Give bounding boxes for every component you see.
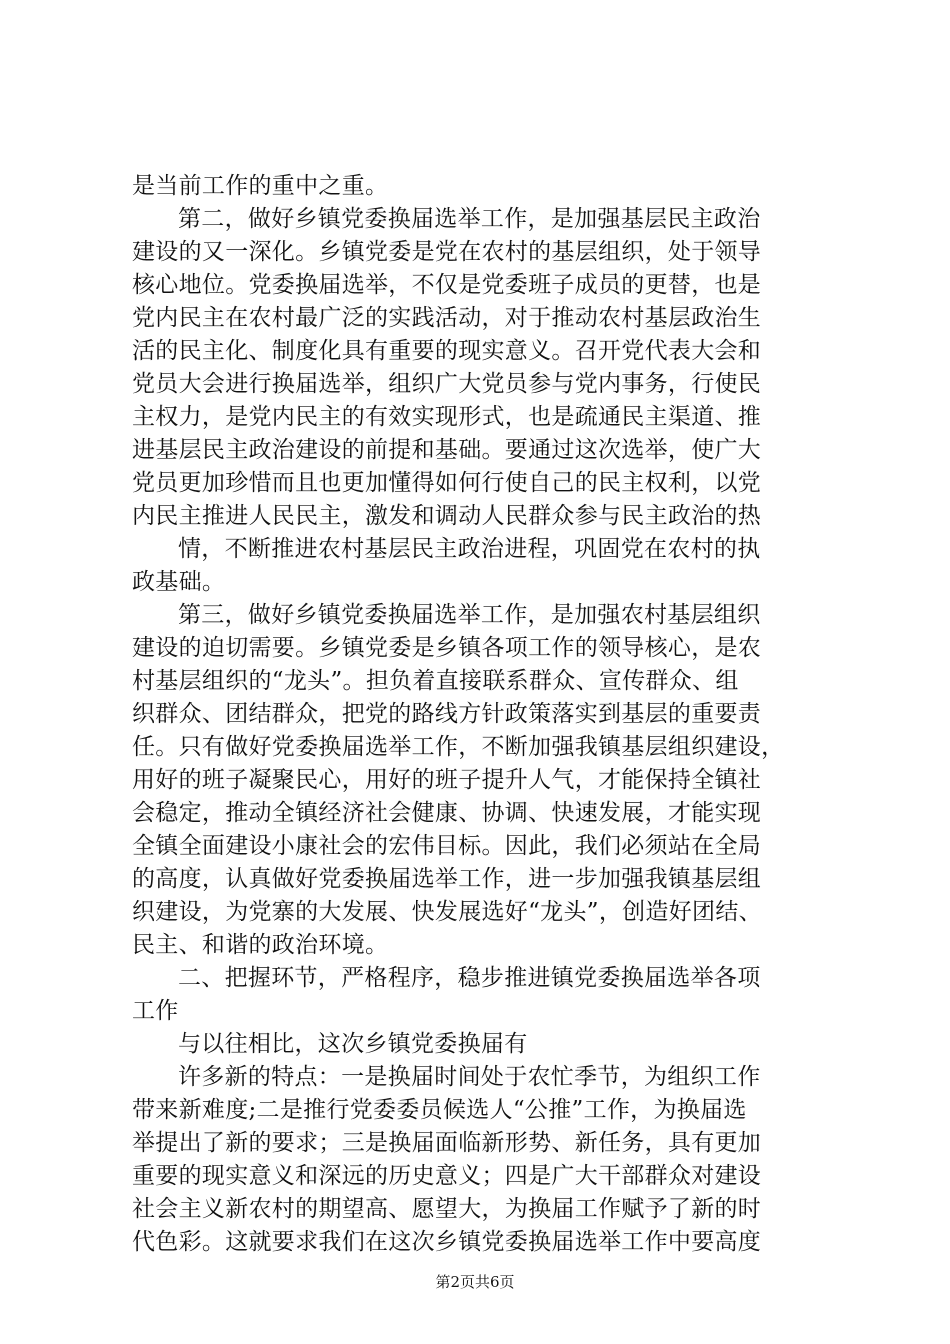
text-line: 举提出了新的要求；三是换届面临新形势、新任务，具有更加: [132, 1130, 762, 1156]
text-line: 会稳定，推动全镇经济社会健康、协调、快速发展，才能实现: [132, 800, 762, 826]
text-line: 全镇全面建设小康社会的宏伟目标。因此，我们必须站在全局: [132, 833, 762, 859]
text-line: 代色彩。这就要求我们在这次乡镇党委换届选举工作中要高度: [132, 1229, 762, 1255]
text-line: 核心地位。党委换届选举，不仅是党委班子成员的更替，也是: [132, 272, 762, 298]
text-line: 重要的现实意义和深远的历史意义；四是广大干部群众对建设: [132, 1163, 762, 1189]
text-line: 二、把握环节，严格程序，稳步推进镇党委换届选举各项: [178, 965, 761, 991]
text-line: 社会主义新农村的期望高、愿望大，为换届工作赋予了新的时: [132, 1196, 762, 1222]
text-line: 是当前工作的重中之重。: [132, 173, 389, 199]
text-line: 任。只有做好党委换届选举工作，不断加强我镇基层组织建设，: [132, 734, 785, 760]
text-line: 民主、和谐的政治环境。: [132, 932, 389, 958]
text-line: 的高度，认真做好党委换届选举工作，进一步加强我镇基层组: [132, 866, 762, 892]
text-line: 织群众、团结群众，把党的路线方针政策落实到基层的重要责: [132, 701, 762, 727]
text-line: 党员更加珍惜而且也更加懂得如何行使自己的民主权利，以党: [132, 470, 762, 496]
text-line: 内民主推进人民民主，激发和调动人民群众参与民主政治的热: [132, 503, 762, 529]
text-line: 第二，做好乡镇党委换届选举工作，是加强基层民主政治: [178, 206, 761, 232]
text-line: 用好的班子凝聚民心，用好的班子提升人气，才能保持全镇社: [132, 767, 762, 793]
text-line: 政基础。: [132, 569, 226, 595]
text-line: 与以往相比，这次乡镇党委换届有: [178, 1031, 528, 1057]
page-total: 共6页: [475, 1273, 515, 1291]
text-line: 建设的迫切需要。乡镇党委是乡镇各项工作的领导核心，是农: [132, 635, 762, 661]
document-body: [132, 170, 852, 1259]
page-number: 第2页: [435, 1273, 475, 1291]
text-line: 第三，做好乡镇党委换届选举工作，是加强农村基层组织: [178, 602, 761, 628]
text-line: 带来新难度;二是推行党委委员候选人“公推”工作，为换届选: [132, 1097, 747, 1123]
text-line: 党员大会进行换届选举，组织广大党员参与党内事务，行使民: [132, 371, 762, 397]
text-line: 进基层民主政治建设的前提和基础。要通过这次选举，使广大: [132, 437, 762, 463]
text-line: 织建设，为党寨的大发展、快发展选好“龙头”，创造好团结、: [132, 899, 762, 925]
page-footer: [0, 1272, 950, 1292]
text-line: 工作: [132, 998, 179, 1024]
text-line: 主权力，是党内民主的有效实现形式，也是疏通民主渠道、推: [132, 404, 762, 430]
text-line: 党内民主在农村最广泛的实践活动，对于推动农村基层政治生: [132, 305, 762, 331]
text-line: 建设的又一深化。乡镇党委是党在农村的基层组织，处于领导: [132, 239, 762, 265]
text-line: 许多新的特点：一是换届时间处于农忙季节，为组织工作: [178, 1064, 761, 1090]
text-line: 活的民主化、制度化具有重要的现实意义。召开党代表大会和: [132, 338, 762, 364]
text-line: 村基层组织的“龙头”。担负着直接联系群众、宣传群众、组: [132, 668, 739, 694]
text-line: 情，不断推进农村基层民主政治进程，巩固党在农村的执: [178, 536, 761, 562]
